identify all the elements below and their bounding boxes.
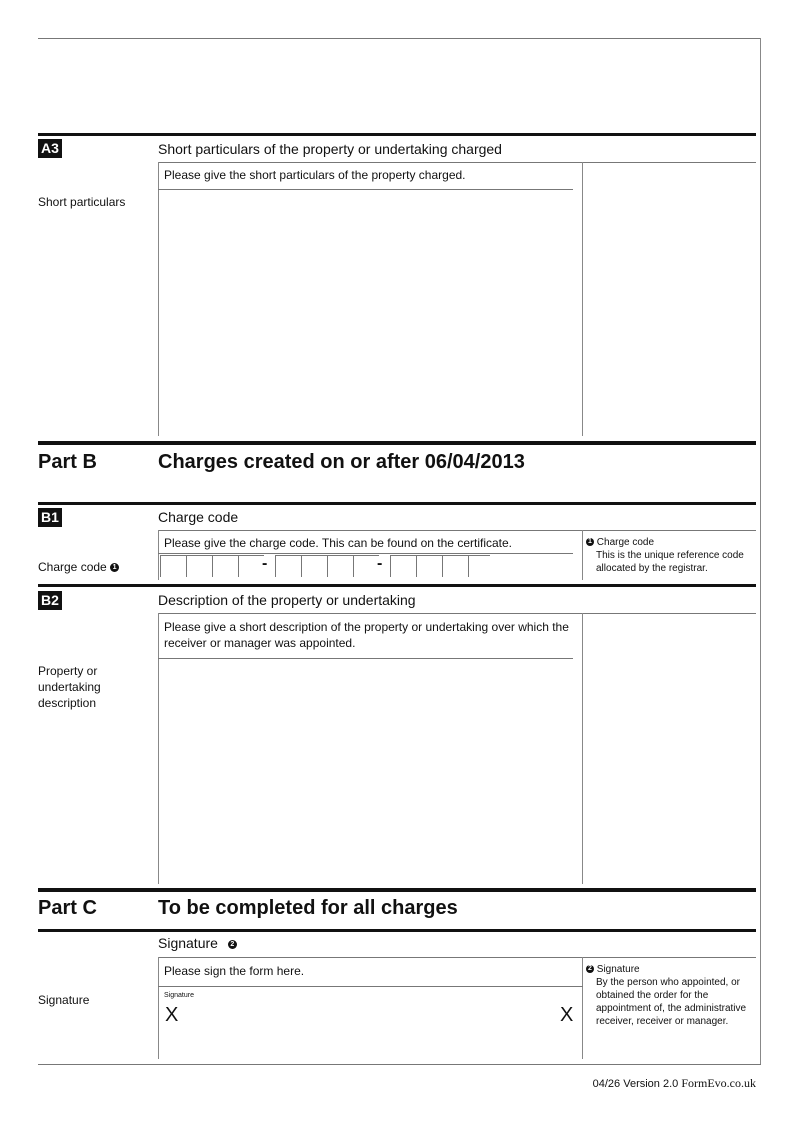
b1-divider (582, 530, 583, 580)
bottom-border (38, 1064, 761, 1065)
signature-x-right: X (560, 1004, 574, 1026)
signature-x-left: X (165, 1004, 179, 1026)
footer-brand: FormEvo.co.uk (681, 1076, 756, 1090)
part-b-title: Charges created on or after 06/04/2013 (158, 451, 525, 473)
b2-divider (582, 613, 583, 884)
charge-code-box[interactable] (186, 555, 212, 577)
signature-top-rule (38, 929, 756, 932)
part-c-label: Part C (38, 897, 97, 919)
b2-description-input[interactable] (159, 659, 581, 883)
charge-code-box[interactable] (468, 555, 490, 577)
signature-left-label: Signature (38, 993, 90, 1007)
part-b-label: Part B (38, 451, 97, 473)
b2-top-rule (38, 584, 756, 587)
a3-left-label: Short particulars (38, 195, 126, 209)
signature-title-wrap (158, 935, 237, 951)
signature-field-label: Signature (164, 992, 194, 999)
note-1-icon: 1 (586, 538, 594, 546)
a3-instruction: Please give the short particulars of the property charged. (164, 168, 466, 182)
note-1-marker-icon: 1 (110, 563, 119, 572)
charge-code-box[interactable] (212, 555, 238, 577)
a3-title: Short particulars of the property or undertaking charged (158, 141, 502, 157)
b1-instr-rule (158, 553, 573, 554)
note-2-marker-icon: 2 (228, 940, 237, 949)
part-c-rule (38, 888, 756, 892)
b2-title-rule (158, 613, 756, 614)
signature-note-text: By the person who appointed, or obtained the order for the appointment of, the administrative receiver, receiver or manager. (596, 977, 747, 1027)
b1-note (586, 536, 756, 575)
signature-note-title: Signature (596, 964, 640, 975)
part-c-title: To be completed for all charges (158, 897, 458, 919)
signature-title: Signature (158, 935, 218, 951)
charge-code-box[interactable] (442, 555, 468, 577)
charge-code-box[interactable] (416, 555, 442, 577)
b1-title-rule (158, 530, 756, 531)
footer-version: 04/26 Version 2.0 (592, 1078, 679, 1090)
b1-badge: B1 (38, 508, 62, 527)
charge-code-box[interactable] (238, 555, 264, 577)
b1-instruction: Please give the charge code. This can be found on the certificate. (164, 536, 512, 550)
b2-badge: B2 (38, 591, 62, 610)
signature-title-rule (158, 957, 756, 958)
charge-code-box[interactable] (353, 555, 379, 577)
footer (593, 1076, 756, 1091)
b2-instruction: Please give a short description of the property or undertaking over which the receiver or manager was appointed. (164, 620, 569, 650)
b1-note-text: This is the unique reference code allocated by the registrar. (596, 550, 744, 574)
b1-left-line (158, 530, 159, 580)
signature-input[interactable] (159, 987, 581, 1059)
b1-left-label (38, 559, 119, 575)
b1-note-title: Charge code (596, 537, 655, 548)
charge-code-dash: - (377, 555, 383, 572)
b1-title: Charge code (158, 509, 239, 525)
signature-instruction: Please sign the form here. (164, 964, 305, 978)
charge-code-box[interactable] (160, 555, 186, 577)
charge-code-box[interactable] (301, 555, 327, 577)
signature-note (586, 963, 756, 1028)
signature-divider (582, 957, 583, 1059)
charge-code-dash: - (262, 555, 268, 572)
a3-notes-area (583, 163, 756, 435)
b1-top-rule (38, 502, 756, 505)
a3-badge: A3 (38, 139, 62, 158)
b2-left-label: Property or undertaking description (38, 664, 101, 710)
part-b-rule (38, 441, 756, 445)
charge-code-box[interactable] (390, 555, 416, 577)
a3-particulars-input[interactable] (159, 190, 581, 435)
top-border (38, 38, 761, 39)
b2-title: Description of the property or undertaking (158, 592, 416, 608)
right-border (760, 38, 761, 1065)
note-2-icon: 2 (586, 965, 594, 973)
charge-code-box[interactable] (327, 555, 353, 577)
charge-code-box[interactable] (275, 555, 301, 577)
b1-left-label-text: Charge code (38, 560, 107, 574)
a3-top-rule (38, 133, 756, 136)
